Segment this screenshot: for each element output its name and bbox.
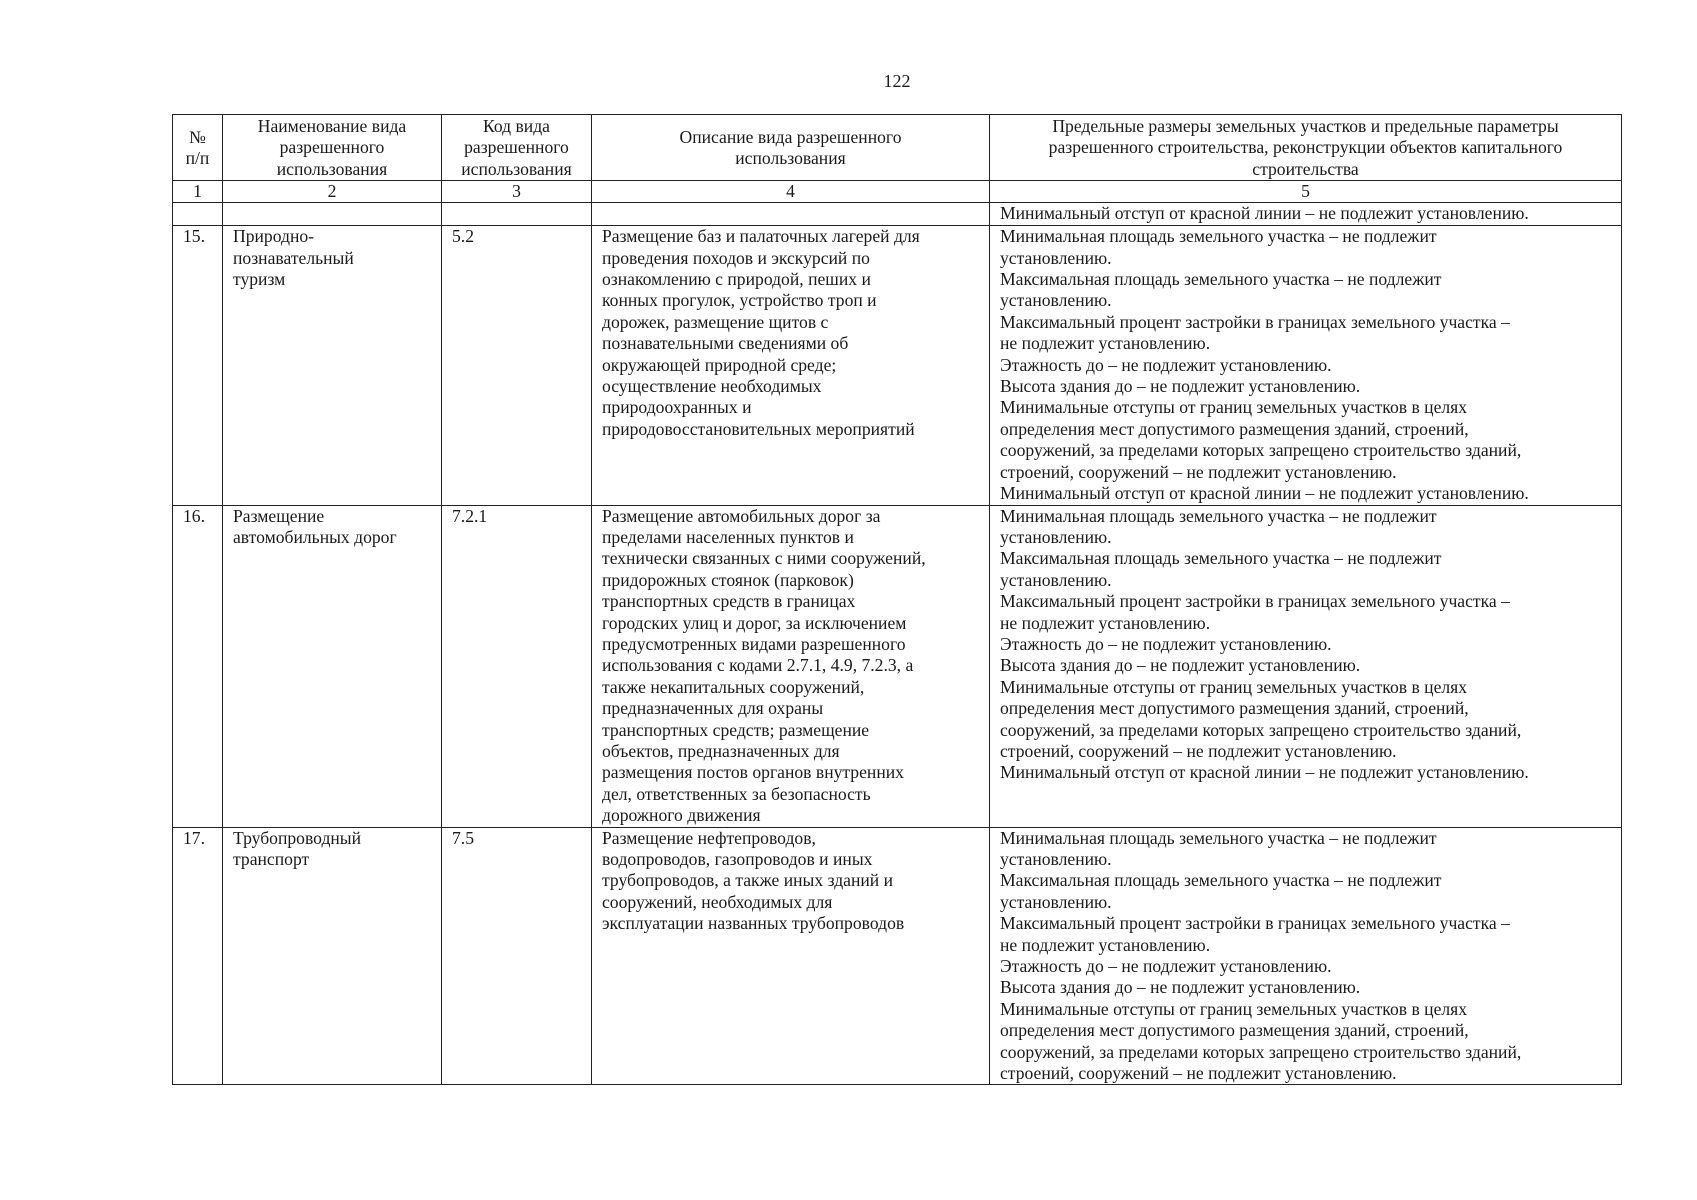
description-line: дорожного движения — [602, 805, 761, 826]
column-number: 3 — [442, 181, 592, 203]
description-line: познавательными сведениями об — [602, 333, 849, 354]
description-line: окружающей природной среде; — [602, 354, 837, 375]
header-text-line: Наименование вида — [257, 116, 407, 136]
name-line: автомобильных дорог — [233, 526, 397, 547]
param-line: Минимальная площадь земельного участка – не подлежит — [1000, 827, 1437, 848]
table-row — [173, 226, 1622, 505]
param-line: определения мест допустимого размещения зданий, строений, — [1000, 418, 1469, 439]
header-text-line: разрешенного — [279, 137, 385, 158]
description-line: придорожных стоянок (парковок) — [602, 569, 854, 590]
cell-name — [223, 505, 442, 827]
param-line: не подлежит установлению. — [1000, 934, 1211, 955]
name-line: познавательный — [233, 247, 354, 268]
description-line: осуществление необходимых — [602, 376, 822, 397]
name-line: Трубопроводный — [233, 827, 362, 848]
column-number: 2 — [223, 181, 442, 203]
description-line: размещения постов органов внутренних — [602, 762, 904, 783]
description-line: Размещение баз и палаточных лагерей для — [602, 226, 920, 247]
column-number: 5 — [990, 181, 1622, 203]
header-text-line: использования — [461, 158, 572, 179]
param-line: Максимальный процент застройки в границах земельного участка – — [1000, 311, 1510, 332]
column-number: 1 — [173, 181, 223, 203]
description-line: Размещение нефтепроводов, — [602, 827, 816, 848]
header-text-line: использования — [276, 158, 388, 179]
header-text-line: п/п — [185, 148, 210, 169]
param-line: Высота здания до – не подлежит установлению. — [1000, 655, 1361, 676]
header-code — [442, 115, 592, 181]
cell-name — [223, 827, 442, 1085]
param-line: Минимальные отступы от границ земельных участков в целях — [1000, 998, 1468, 1019]
cell-description — [592, 226, 990, 505]
param-line: Максимальная площадь земельного участка – не подлежит — [1000, 269, 1442, 290]
description-line: также некапитальных сооружений, — [602, 676, 865, 697]
description-line: проведения походов и экскурсий по — [602, 247, 870, 268]
description-line: Размещение автомобильных дорог за — [602, 505, 881, 526]
cell-num — [173, 203, 223, 226]
cell-num: 17. — [173, 827, 223, 1085]
cell-code: 5.2 — [442, 226, 592, 505]
param-line: Минимальная площадь земельного участка – не подлежит — [1000, 505, 1437, 526]
param-line: не подлежит установлению. — [1000, 612, 1211, 633]
param-line: определения мест допустимого размещения зданий, строений, — [1000, 698, 1469, 719]
cell-description — [592, 203, 990, 226]
cell-params — [990, 505, 1622, 827]
page-number: 122 — [883, 71, 911, 91]
param-line: Максимальный процент застройки в границах земельного участка – — [1000, 913, 1510, 934]
column-number: 4 — [592, 181, 990, 203]
param-line: Минимальный отступ от красной линии – не подлежит установлению. — [1000, 203, 1529, 224]
header-text-line: № — [189, 126, 206, 147]
param-line: не подлежит установлению. — [1000, 333, 1211, 354]
description-line: городских улиц и дорог, за исключением — [602, 612, 907, 633]
description-line: природовосстановительных мероприятий — [602, 418, 915, 439]
header-row — [173, 115, 1622, 181]
description-line: транспортных средств; размещение — [602, 719, 870, 740]
param-line: установлению. — [1000, 290, 1112, 311]
header-text-line: строительства — [1252, 158, 1359, 179]
param-line: Минимальный отступ от красной линии – не подлежит установлению. — [1000, 762, 1529, 783]
description-line: пределами населенных пунктов и — [602, 526, 854, 547]
header-text-line: использования — [735, 148, 846, 169]
param-line: установлению. — [1000, 526, 1112, 547]
cell-code: 7.5 — [442, 827, 592, 1085]
description-line: предусмотренных видами разрешенного — [602, 633, 906, 654]
cell-name — [223, 226, 442, 505]
description-line: сооружений, необходимых для — [602, 891, 833, 912]
param-line: строений, сооружений – не подлежит установлению. — [1000, 461, 1397, 482]
cell-params — [990, 203, 1622, 226]
param-line: строений, сооружений – не подлежит установлению. — [1000, 1063, 1397, 1084]
cell-num: 16. — [173, 505, 223, 827]
param-line: установлению. — [1000, 849, 1112, 869]
param-line: Минимальные отступы от границ земельных участков в целях — [1000, 397, 1468, 418]
param-line: сооружений, за пределами которых запрещено строительство зданий, — [1000, 1041, 1522, 1062]
name-line: туризм — [233, 269, 286, 290]
header-text-line: разрешенного строительства, реконструкции объектов капитального — [1048, 137, 1563, 158]
param-line: Этажность до – не подлежит установлению. — [1000, 956, 1332, 977]
param-line: Высота здания до – не подлежит установлению. — [1000, 977, 1361, 998]
table-row — [173, 505, 1622, 827]
param-line: строений, сооружений – не подлежит установлению. — [1000, 740, 1397, 761]
param-line: Этажность до – не подлежит установлению. — [1000, 633, 1332, 654]
name-line: Природно- — [233, 226, 315, 247]
cell-num: 15. — [173, 226, 223, 505]
param-line: установлению. — [1000, 247, 1112, 268]
param-line: сооружений, за пределами которых запрещено строительство зданий, — [1000, 440, 1522, 461]
description-line: транспортных средств в границах — [602, 591, 856, 612]
continuation-row — [173, 203, 1622, 226]
description-line: конных прогулок, устройство троп и — [602, 290, 877, 311]
cell-params — [990, 226, 1622, 505]
description-line: дорожек, размещение щитов с — [602, 311, 829, 332]
param-line: Минимальный отступ от красной линии – не подлежит установлению. — [1000, 483, 1529, 504]
cell-description — [592, 505, 990, 827]
param-line: Минимальные отступы от границ земельных участков в целях — [1000, 676, 1468, 697]
header-num — [173, 115, 223, 181]
table-header — [173, 115, 1622, 203]
description-line: трубопроводов, а также иных зданий и — [602, 870, 894, 891]
cell-name — [223, 203, 442, 226]
name-line: Размещение — [233, 505, 325, 526]
cell-description — [592, 827, 990, 1085]
description-line: эксплуатации названных трубопроводов — [602, 913, 905, 934]
param-line: Максимальная площадь земельного участка – не подлежит — [1000, 870, 1442, 891]
header-text-line: разрешенного — [464, 137, 569, 158]
table-row — [173, 827, 1622, 1085]
permitted-use-table — [172, 114, 1622, 1085]
name-line: транспорт — [233, 849, 310, 869]
description-line: использования с кодами 2.7.1, 4.9, 7.2.3, а — [602, 655, 914, 676]
param-line: Максимальная площадь земельного участка – не подлежит — [1000, 548, 1442, 569]
param-line: определения мест допустимого размещения зданий, строений, — [1000, 1020, 1469, 1041]
table-body — [173, 203, 1622, 1085]
description-line: предназначенных для охраны — [602, 698, 824, 719]
param-line: Минимальная площадь земельного участка – не подлежит — [1000, 226, 1437, 247]
header-text-line: Предельные размеры земельных участков и предельные параметры — [1052, 116, 1559, 136]
header-description — [592, 115, 990, 181]
param-line: Максимальный процент застройки в границах земельного участка – — [1000, 591, 1510, 612]
cell-code: 7.2.1 — [442, 505, 592, 827]
description-line: ознакомлению с природой, пеших и — [602, 269, 871, 290]
param-line: Высота здания до – не подлежит установлению. — [1000, 376, 1361, 397]
description-line: технически связанных с ними сооружений, — [602, 548, 926, 569]
description-line: дел, ответственных за безопасность — [602, 783, 871, 804]
header-text-line: Код вида — [483, 116, 550, 136]
param-line: Этажность до – не подлежит установлению. — [1000, 354, 1332, 375]
description-line: природоохранных и — [602, 397, 752, 418]
param-line: установлению. — [1000, 891, 1112, 912]
description-line: водопроводов, газопроводов и иных — [602, 849, 873, 869]
header-text-line: Описание вида разрешенного — [679, 126, 902, 147]
header-params — [990, 115, 1622, 181]
cell-code — [442, 203, 592, 226]
param-line: сооружений, за пределами которых запрещено строительство зданий, — [1000, 719, 1522, 740]
param-line: установлению. — [1000, 569, 1112, 590]
cell-params — [990, 827, 1622, 1085]
description-line: объектов, предназначенных для — [602, 740, 840, 761]
header-name — [223, 115, 442, 181]
column-number-row — [173, 181, 1622, 203]
